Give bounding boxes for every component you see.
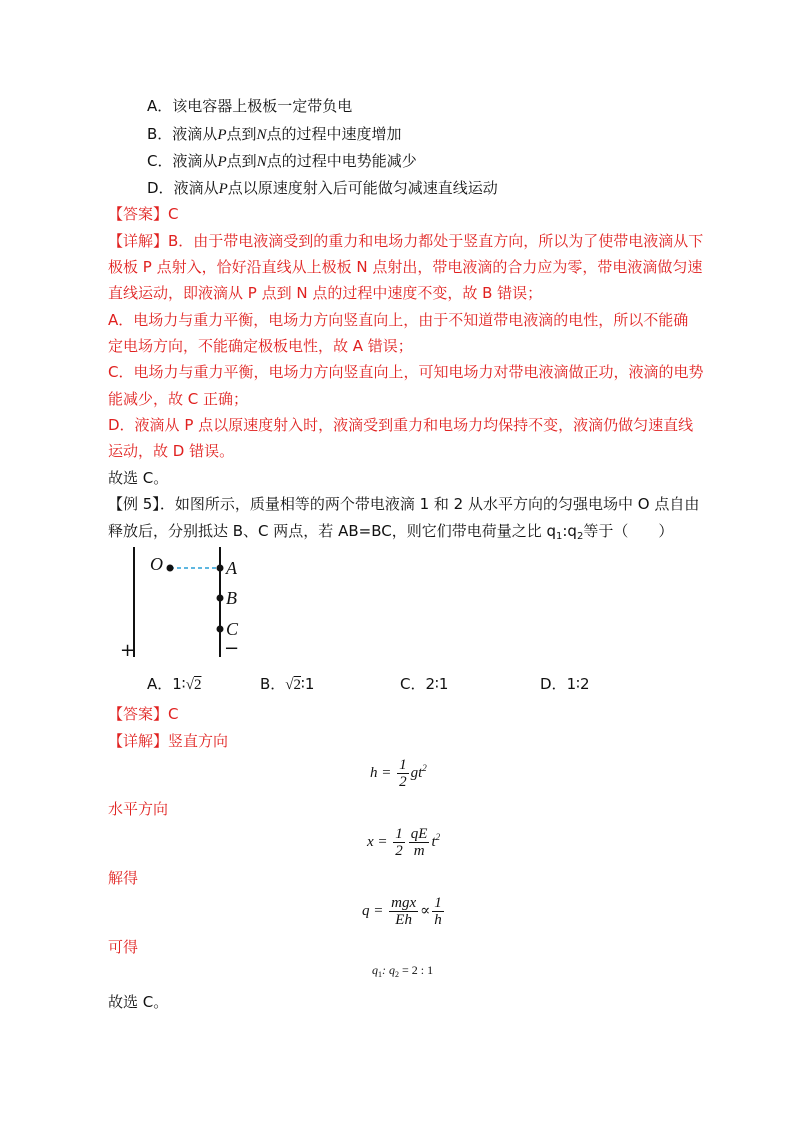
point-o — [167, 565, 174, 572]
option-b — [147, 124, 402, 145]
detail-line-4: A．电场力与重力平衡，电场力方向竖直向上，由于不知道带电液滴的电性，所以不能确 — [108, 311, 689, 329]
equation-3 — [362, 895, 446, 928]
minus-sign: − — [224, 638, 240, 659]
eq-var: q — [372, 963, 378, 977]
option-text: 液滴从 — [172, 152, 218, 170]
denominator: h — [434, 912, 442, 928]
label-b: B — [226, 588, 237, 608]
fraction — [393, 826, 405, 859]
subscript: 1 — [555, 531, 563, 542]
detail-tag: 【详解】 — [108, 732, 169, 750]
subscript: 2 — [395, 970, 399, 979]
detail-line-2: 极板 P 点射入，恰好沿直线从上极板 N 点射出，带电液滴的合力应为零，带电液滴做匀速 — [108, 258, 703, 276]
option-text: 点的过程中速度增加 — [266, 125, 402, 143]
numerator: 1 — [395, 826, 403, 842]
eq-var: : q — [382, 963, 395, 977]
detail-text: B．由于带电液滴受到的重力和电场力都处于竖直方向，所以为了使带电液滴从下 — [168, 232, 704, 250]
exponent: 2 — [422, 762, 427, 773]
point-b — [217, 595, 224, 602]
option-text: 液滴从 — [173, 179, 219, 197]
answer-tag: 【答案】 — [108, 205, 169, 223]
exponent: 2 — [435, 831, 441, 842]
answer-value: C — [168, 205, 179, 223]
point-n: N — [256, 127, 267, 143]
sqrt-symbol: √2 — [185, 677, 202, 693]
proportional-symbol: ∝ — [420, 902, 431, 919]
point-p: P — [218, 181, 228, 197]
stem-text: 释放后，分别抵达 B、C 两点，若 AB=BC，则它们带电荷量之比 q — [108, 522, 556, 540]
eq-lhs: x = — [367, 833, 388, 850]
stem-text: 等于（ ） — [583, 522, 674, 540]
equation-4 — [372, 963, 433, 979]
point-n: N — [256, 154, 267, 170]
denominator: 2 — [399, 774, 407, 790]
q5-answer-line — [108, 704, 179, 724]
sqrt-radicand: 2 — [193, 677, 202, 693]
choice-text: 2∶1 — [425, 675, 449, 693]
denominator: m — [413, 843, 425, 859]
conclusion: 故选 C。 — [108, 469, 169, 487]
choice-text: ∶1 — [301, 675, 315, 693]
denominator: Eh — [395, 912, 412, 928]
point-p: P — [217, 154, 227, 170]
eq-lhs: h = — [370, 764, 392, 781]
question-tag: 【例 5】 — [108, 495, 160, 513]
label-o: O — [150, 554, 163, 574]
detail-text: 竖直方向 — [168, 732, 229, 750]
choice-text: 1∶2 — [566, 675, 590, 693]
detail-line-3: 直线运动，即液滴从 P 点到 N 点的过程中速度不变，故 B 错误； — [108, 284, 543, 302]
option-a — [147, 96, 352, 116]
equation-2 — [367, 826, 440, 859]
detail-line-5: 定电场方向，不能确定极板电性，故 A 错误； — [108, 337, 413, 355]
point-a — [217, 565, 224, 572]
choice-label: A． — [147, 675, 173, 693]
choice-a — [147, 674, 201, 695]
eq-rest: gt — [410, 764, 423, 781]
option-text: 点的过程中电势能减少 — [266, 152, 417, 170]
detail-line-8: D．液滴从 P 点以原速度射入时，液滴受到重力和电场力均保持不变，液滴仍做匀速直线 — [108, 416, 694, 434]
stem-text: ．如图所示，质量相等的两个带电液滴 1 和 2 从水平方向的匀强电场中 O 点自由 — [159, 495, 700, 513]
subscript: 2 — [576, 531, 584, 542]
answer-line — [108, 204, 179, 224]
q5-detail-line — [108, 731, 228, 751]
fraction — [389, 895, 418, 928]
label-c: C — [226, 619, 239, 639]
eq-lhs: q = — [362, 902, 384, 919]
choice-d — [540, 674, 590, 694]
option-text: 点到 — [226, 152, 257, 170]
option-text: 液滴从 — [172, 125, 218, 143]
fraction — [432, 895, 444, 928]
option-text: 点以原速度射入后可能做匀减速直线运动 — [227, 179, 498, 197]
option-c — [147, 151, 417, 172]
sqrt-radicand: 2 — [293, 677, 302, 693]
q5-conclusion: 故选 C。 — [108, 993, 169, 1011]
plus-sign: + — [120, 640, 136, 661]
numerator: qE — [410, 826, 428, 842]
choice-label: B． — [260, 675, 286, 693]
option-label: B． — [147, 125, 173, 143]
solve-label: 解得 — [108, 869, 139, 887]
choice-text: 1∶ — [172, 675, 186, 693]
option-label: A． — [147, 97, 173, 115]
eq-rest: t — [431, 833, 436, 850]
denominator: 2 — [395, 843, 403, 859]
point-c — [217, 626, 224, 633]
option-label: C． — [147, 152, 173, 170]
then-label: 可得 — [108, 938, 139, 956]
detail-line-1 — [108, 231, 703, 251]
horizontal-label: 水平方向 — [108, 800, 169, 818]
numerator: 1 — [399, 757, 407, 773]
stem-text: :q — [562, 522, 577, 540]
eq-rest: = 2 : 1 — [399, 963, 434, 977]
numerator: 1 — [434, 895, 442, 911]
choice-label: C． — [400, 675, 426, 693]
choice-label: D． — [540, 675, 567, 693]
point-p: P — [217, 127, 227, 143]
option-label: D． — [147, 179, 174, 197]
option-text: 该电容器上极板一定带负电 — [172, 97, 353, 115]
numerator: mgx — [391, 895, 417, 911]
q5-stem-line-1 — [108, 494, 699, 514]
field-diagram — [115, 545, 255, 660]
subscript: 1 — [378, 970, 382, 979]
q5-stem-line-2 — [108, 521, 673, 547]
sqrt-symbol: √2 — [285, 677, 302, 693]
equation-1 — [370, 757, 427, 790]
option-d — [147, 178, 498, 199]
choice-b — [260, 674, 314, 695]
detail-line-9: 运动，故 D 错误。 — [108, 442, 235, 460]
fraction — [397, 757, 409, 790]
detail-line-6: C．电场力与重力平衡，电场力方向竖直向上，可知电场力对带电液滴做正功，液滴的电势 — [108, 363, 704, 381]
answer-tag: 【答案】 — [108, 705, 169, 723]
label-a: A — [226, 558, 237, 578]
answer-value: C — [168, 705, 179, 723]
detail-tag: 【详解】 — [108, 232, 169, 250]
option-text: 点到 — [226, 125, 257, 143]
choice-c — [400, 674, 448, 694]
fraction — [409, 826, 430, 859]
detail-line-7: 能减少，故 C 正确； — [108, 390, 249, 408]
